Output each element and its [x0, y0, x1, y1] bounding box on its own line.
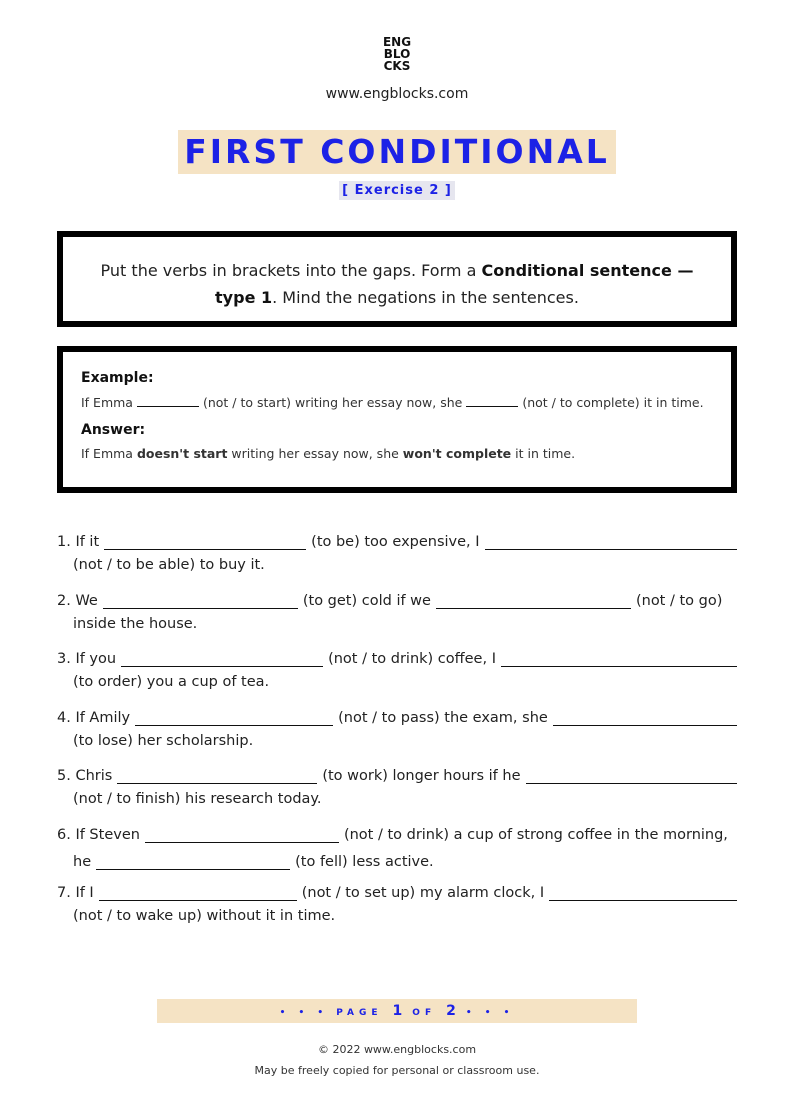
example-box: [57, 346, 737, 493]
question-5: [57, 764, 737, 811]
instructions-part: . Mind the negations in the sentences.: [272, 288, 579, 307]
question-text: 3. If you: [57, 651, 117, 667]
example-label: Example:: [81, 370, 154, 386]
copyright-text: © 2022 www.engblocks.com: [317, 1043, 477, 1056]
question-continuation: (not / to wake up) without it in time.: [73, 908, 336, 924]
answer-blank[interactable]: [145, 827, 339, 843]
usage-note: May be freely copied for personal or classroom use.: [254, 1064, 540, 1077]
question-continuation: inside the house.: [73, 616, 198, 632]
answer-blank[interactable]: [436, 593, 631, 609]
question-text: 5. Chris: [57, 768, 113, 784]
question-text: (to work) longer hours if he: [322, 768, 521, 784]
question-text: (to get) cold if we: [302, 593, 431, 609]
example-gap: [137, 394, 199, 407]
answer-blank[interactable]: [485, 534, 737, 550]
answer-segment: If Emma: [81, 446, 137, 461]
question-text: (not / to drink) a cup of strong coffee in the morning,: [343, 827, 728, 843]
logo-line: BLO: [383, 47, 411, 61]
question-text: (not / to set up) my alarm clock, I: [301, 885, 545, 901]
question-continuation: (to order) you a cup of tea.: [73, 674, 270, 690]
question-text: 4. If Amily: [57, 710, 131, 726]
answer-blank[interactable]: [96, 854, 290, 870]
example-segment: (not / to complete) it in time.: [522, 395, 704, 410]
instructions-part: Put the verbs in brackets into the gaps. Form a: [100, 261, 482, 280]
answer-blank[interactable]: [135, 710, 333, 726]
question-text: (to fell) less active.: [295, 854, 434, 870]
question-4: [57, 706, 737, 753]
logo-line: ENG: [382, 35, 412, 49]
logo-line: CKS: [383, 59, 411, 73]
engblocks-logo: [375, 36, 419, 72]
answer-blank[interactable]: [121, 651, 323, 667]
question-continuation: [57, 850, 737, 870]
instructions-text: [63, 237, 731, 311]
of-word: OF: [412, 1008, 437, 1018]
example-gap: [466, 394, 518, 407]
instructions-box: [57, 231, 737, 327]
title-wrap: [0, 130, 794, 174]
question-text: (not / to drink) coffee, I: [328, 651, 496, 667]
question-text: (to be) too expensive, I: [311, 534, 480, 550]
question-text: (not / to pass) the exam, she: [338, 710, 548, 726]
answer-blank[interactable]: [104, 534, 306, 550]
exercise-subtitle: [ Exercise 2 ]: [339, 181, 455, 200]
answer-blank[interactable]: [549, 885, 737, 901]
question-text: 1. If it: [57, 534, 100, 550]
question-7: [57, 881, 737, 928]
subtitle-wrap: [0, 179, 794, 200]
answer-bold: doesn't start: [136, 446, 228, 461]
answer-blank[interactable]: [103, 593, 298, 609]
answer-bold: won't complete: [402, 446, 512, 461]
answer-blank[interactable]: [117, 768, 317, 784]
answer-segment: it in time.: [511, 446, 576, 461]
question-text: (not / to go): [635, 593, 723, 609]
question-2: [57, 589, 737, 636]
question-continuation: (to lose) her scholarship.: [73, 733, 254, 749]
current-page: 1: [392, 1003, 403, 1019]
example-segment: If Emma: [81, 395, 133, 410]
example-sentence: [81, 394, 713, 410]
answer-blank[interactable]: [553, 710, 737, 726]
question-6: [57, 823, 737, 870]
instructions-bold: Conditional sentence — type 1: [215, 261, 694, 307]
page-indicator: [157, 999, 637, 1023]
question-text: 6. If Steven: [57, 827, 140, 843]
question-1: [57, 530, 737, 577]
answer-blank[interactable]: [526, 768, 737, 784]
question-3: [57, 647, 737, 694]
question-continuation: (not / to finish) his research today.: [73, 791, 322, 807]
page-title: FIRST CONDITIONAL: [178, 130, 616, 174]
question-text: 2. We: [57, 593, 98, 609]
question-text: 7. If I: [57, 885, 94, 901]
question-text: he: [73, 854, 92, 870]
total-pages: 2: [446, 1003, 456, 1019]
page-dots: • • •: [465, 1008, 515, 1018]
answer-segment: writing her essay now, she: [227, 446, 403, 461]
site-url: www.engblocks.com: [325, 86, 469, 102]
answer-blank[interactable]: [99, 885, 297, 901]
answer-blank[interactable]: [501, 651, 737, 667]
answer-sentence: [81, 446, 713, 461]
question-continuation: (not / to be able) to buy it.: [73, 557, 265, 573]
example-segment: (not / to start) writing her essay now, she: [202, 395, 463, 410]
page-word: • • • PAGE: [279, 1008, 383, 1018]
answer-label: Answer:: [81, 422, 146, 438]
